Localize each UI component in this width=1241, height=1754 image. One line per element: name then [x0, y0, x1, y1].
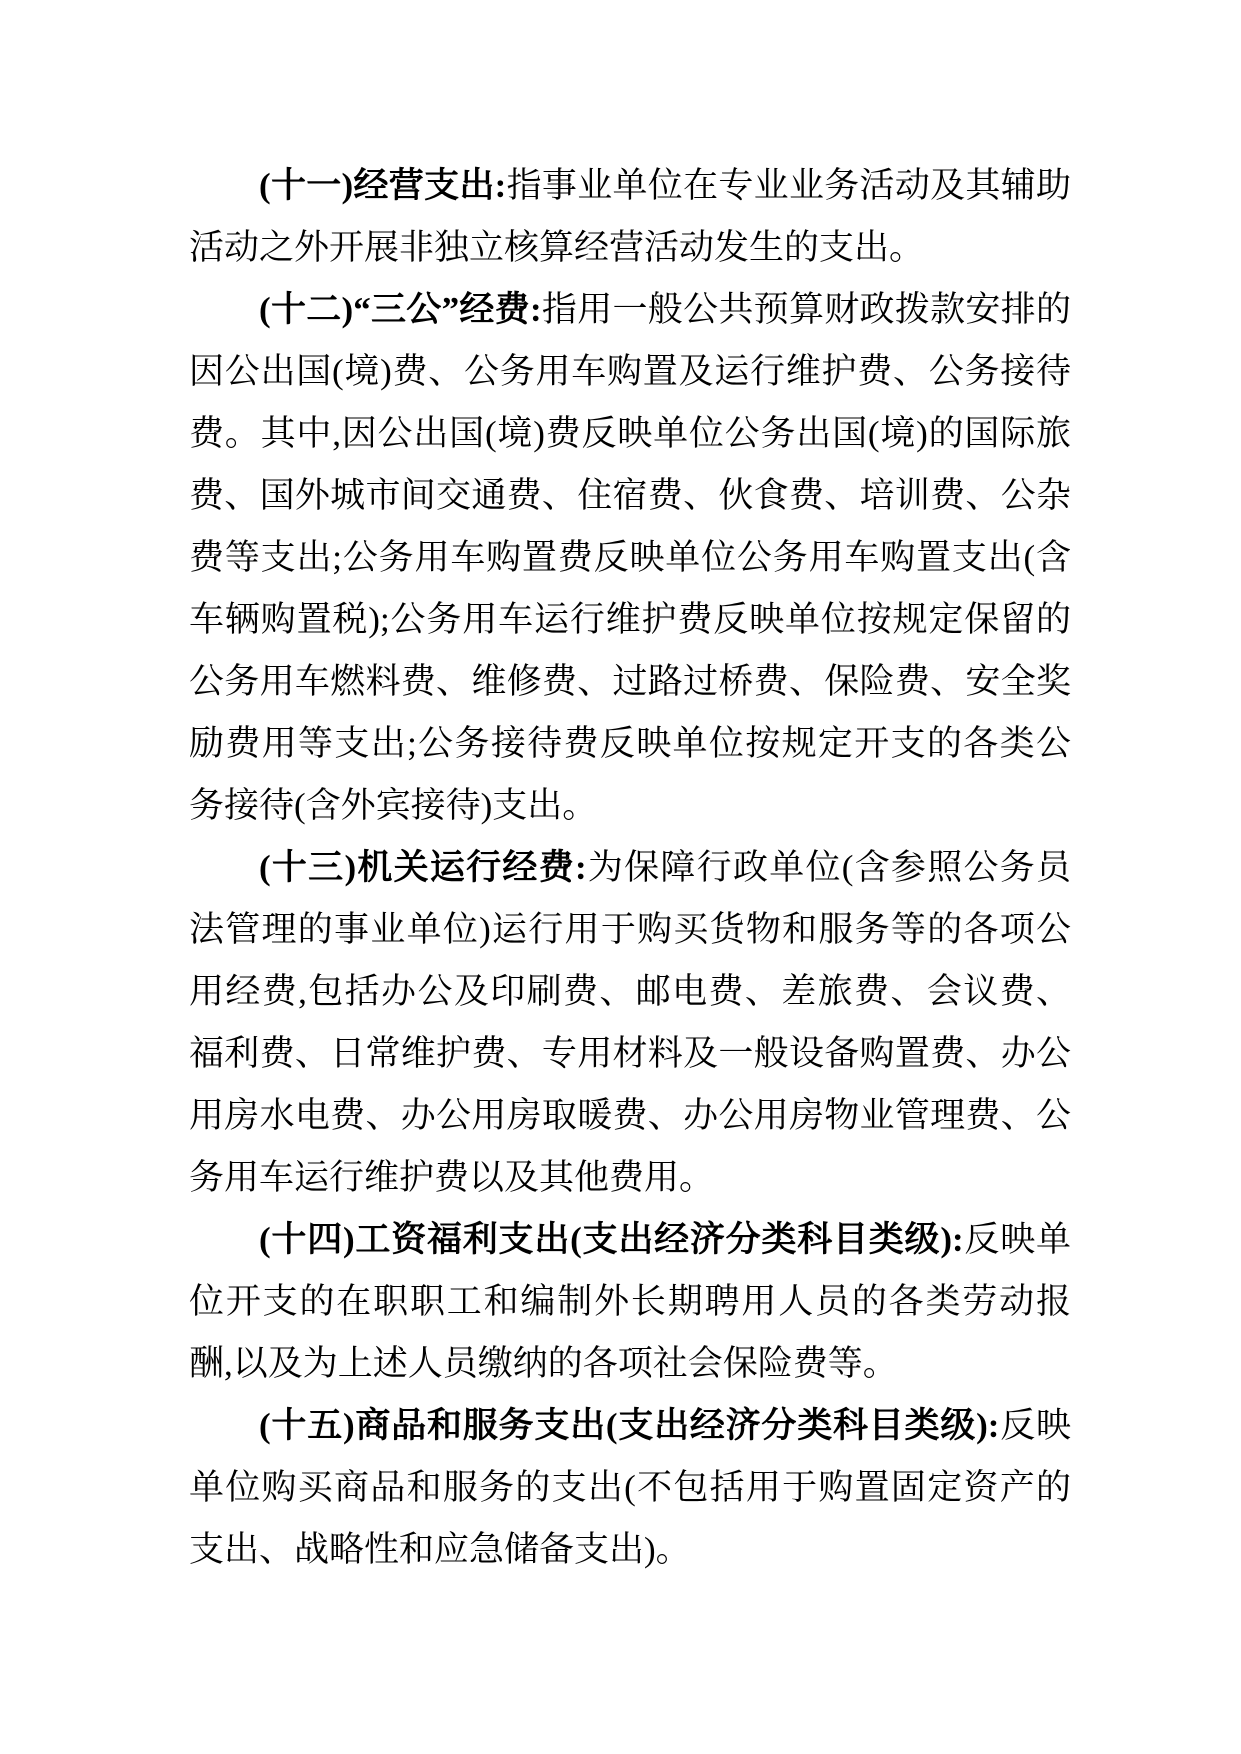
document-body — [189, 155, 1071, 1581]
paragraph-item-12 — [189, 279, 1071, 837]
paragraph-item-15-text: 反映单位购买商品和服务的支出(不包括用于购置固定资产的支出、战略性和应急储备支出)。 — [189, 1406, 1071, 1569]
paragraph-item-14-heading: (十四)工资福利支出(支出经济分类科目类级): — [259, 1220, 964, 1259]
paragraph-item-15-heading: (十五)商品和服务支出(支出经济分类科目类级): — [259, 1406, 1000, 1445]
paragraph-item-14 — [189, 1209, 1071, 1395]
paragraph-item-13-heading: (十三)机关运行经费: — [259, 848, 587, 887]
paragraph-item-11-text: 指事业单位在专业业务活动及其辅助活动之外开展非独立核算经营活动发生的支出。 — [189, 166, 1071, 267]
paragraph-item-12-heading: (十二)“三公”经费: — [259, 290, 542, 329]
paragraph-item-12-text: 指用一般公共预算财政拨款安排的因公出国(境)费、公务用车购置及运行维护费、公务接待费。其中,因公出国(境)费反映单位公务出国(境)的国际旅费、国外城市间交通费、住宿费、伙食费、培训费、公杂费等支出;公务用车购置费反映单位公务用车购置支出(含车辆购置税);公务用车运行维护费反映单位按规定保留的公务用车燃料费、维修费、过路过桥费、保险费、安全奖励费用等支出;公务接待费反映单位按规定开支的各类公务接待(含外宾接待)支出。 — [189, 290, 1071, 825]
paragraph-item-13 — [189, 837, 1071, 1209]
paragraph-item-13-text: 为保障行政单位(含参照公务员法管理的事业单位)运行用于购买货物和服务等的各项公用经费,包括办公及印刷费、邮电费、差旅费、会议费、福利费、日常维护费、专用材料及一般设备购置费、办公用房水电费、办公用房取暖费、办公用房物业管理费、公务用车运行维护费以及其他费用。 — [189, 848, 1071, 1197]
paragraph-item-11 — [189, 155, 1071, 279]
paragraph-item-15 — [189, 1395, 1071, 1581]
paragraph-item-14-text: 反映单位开支的在职职工和编制外长期聘用人员的各类劳动报酬,以及为上述人员缴纳的各项社会保险费等。 — [189, 1220, 1071, 1383]
paragraph-item-11-heading: (十一)经营支出: — [259, 166, 507, 205]
